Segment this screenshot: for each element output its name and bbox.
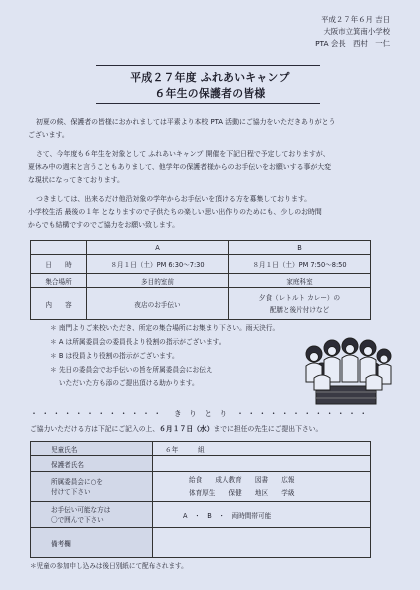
guardian-name-label: 保護者氏名 (31, 456, 153, 472)
row-label-meeting-place: 集合場所 (31, 274, 87, 288)
meeting-place-b: 家庭科室 (229, 274, 371, 288)
committee-label-line-1: 所属委員会に○を (51, 477, 103, 486)
title-bottom-rule (96, 103, 320, 104)
table-header-row (31, 241, 371, 255)
cutline-dots-right: ・・・・・・・・・・・・ (236, 409, 371, 418)
school-name: 大阪市立箕南小学校 (323, 27, 390, 36)
title-line-2: ６年生の保護者の皆様 (154, 87, 266, 100)
column-b-header: B (229, 241, 371, 255)
student-name-field[interactable]: ６年 組 (153, 442, 371, 456)
note-1: ＊ 南門よりご来校いただき、所定の集合場所にお集まり下さい。雨天決行。 (50, 324, 280, 332)
paragraph-3-line-2: 小学校生活 最後の１年 となりますので子供たちの楽しい思い出作りのためにも、少しのお時間 (28, 208, 322, 216)
note-4: ＊ 先日の委員会でお手伝いの旨を所属委員会にお伝え (50, 366, 213, 374)
paragraph-1-line-1: 初夏の候、保護者の皆様におかれましては平素より本校 PTA 活動にご協力をいただきありがとう (36, 118, 336, 126)
note-5: いただいた方も添のご提出頂ける助かります。 (50, 379, 199, 387)
content-a: 夜店のお手伝い (87, 288, 229, 320)
committee-options[interactable] (153, 472, 371, 502)
note-3: ＊ B は役員より役割の指示がございます。 (50, 352, 179, 360)
paragraph-2-line-2: 夏休み中の週末と言うこともありまして、他学年の保護者様からのお手伝いをお願いする事が大変 (28, 163, 332, 171)
title-top-rule (96, 65, 320, 66)
paragraph-3-line-1: つきましては、出来るだけ他沿対象の学年からお手伝いを頂ける方を募集しております。 (36, 195, 312, 203)
paragraph-2-line-3: な現状になってきております。 (28, 176, 124, 184)
committee-label (31, 472, 153, 502)
reply-deadline: ６月１７日（水） (159, 425, 214, 433)
student-name-label: 児童氏名 (31, 442, 153, 456)
reply-form (30, 441, 371, 558)
reply-lead: ご協力いただける方は下記にご記入の上、 (30, 425, 160, 433)
date-line: 平成２７年６月 吉日 (321, 15, 390, 24)
schedule-table (30, 240, 371, 320)
note-2: ＊ A は所属委員会の委員長より役割の指示がございます。 (50, 338, 226, 346)
pta-signer: PTA 会長 西村 一仁 (315, 39, 390, 48)
content-b (229, 288, 371, 320)
row-label-datetime: 日 時 (31, 255, 87, 274)
table-row (31, 288, 371, 320)
datetime-b: ８月１日（土）PM 7:50〜8:50 (229, 255, 371, 274)
guardian-name-field[interactable] (153, 456, 371, 472)
cutline-dots-left: ・・・・・・・・・・・・ (30, 409, 165, 418)
availability-label-line-2: 〇で囲んで下さい (51, 515, 104, 524)
table-row (31, 274, 371, 288)
column-a-header: A (87, 241, 229, 255)
committee-options-row-1: 給食 成人教育 図書 広報 (189, 475, 295, 484)
table-row (31, 255, 371, 274)
paragraph-3-line-3: からでも結構ですのでご協力をお願い致します。 (28, 221, 179, 229)
availability-label-line-1: お手伝い可能な方は (51, 505, 111, 514)
datetime-a: ８月１日（土）PM 6:30〜7:30 (87, 255, 229, 274)
form-row (31, 528, 371, 558)
remarks-label: 備考欄 (31, 528, 153, 558)
footnote: ＊児童の参加申し込みは後日別紙にて配布されます。 (30, 562, 188, 570)
availability-options[interactable]: A ・ B ・ 両時間帯可能 (153, 502, 371, 528)
children-campfire-illustration (300, 332, 395, 408)
title-line-1: 平成２７年度 ふれあいキャンプ (130, 71, 290, 84)
form-row (31, 502, 371, 528)
form-row (31, 456, 371, 472)
paragraph-2-line-1: さて、今年度も６年生を対象として ふれあいキャンプ 開催を下記日程で予定しておりますが、 (36, 150, 330, 158)
meeting-place-a: 多目的室前 (87, 274, 229, 288)
form-row (31, 472, 371, 502)
committee-options-row-2: 体育厚生 保健 地区 学級 (189, 488, 295, 497)
remarks-field[interactable] (153, 528, 371, 558)
committee-label-line-2: 付けて下さい (51, 487, 91, 496)
reply-instruction (30, 423, 322, 433)
form-row (31, 442, 371, 456)
reply-tail: までに担任の先生にご提出下さい。 (213, 425, 323, 433)
cutline-label: き り と り (174, 409, 228, 418)
content-b-line-1: 夕食（レトルト カレー）の (258, 293, 341, 302)
table-corner-cell (31, 241, 87, 255)
availability-label (31, 502, 153, 528)
paragraph-1-line-2: ございます。 (28, 131, 69, 139)
row-label-content: 内 容 (31, 288, 87, 320)
content-b-line-2: 配膳と後片付けなど (269, 305, 330, 314)
